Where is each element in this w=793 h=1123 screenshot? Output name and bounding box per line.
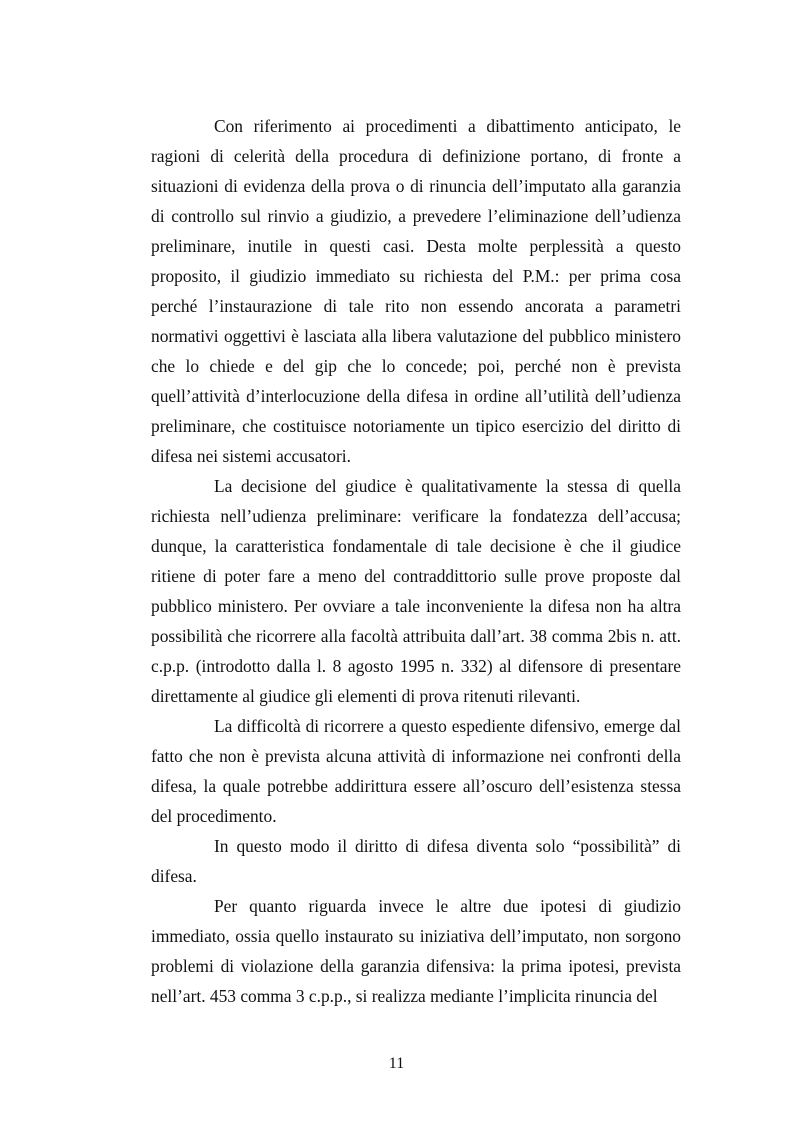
paragraph-5: Per quanto riguarda invece le altre due ipotesi di giudizio immediato, ossia quello instaurato su iniziativa dell’imputato, non sorgono problemi di violazione della garanzia difensiva: la prima ipotesi, prevista nell’art. 453 comma 3 c.p.p., si realizza mediante l’implicita rinuncia del xyxy=(151,896,681,1006)
paragraph-1: Con riferimento ai procedimenti a dibattimento anticipato, le ragioni di celerità della procedura di definizione portano, di fronte a situazioni di evidenza della prova o di rinuncia dell’imputato alla garanzia di controllo sul rinvio a giudizio, a prevedere l’eliminazione dell’udienza preliminare, inutile in questi casi. Desta molte perplessità a questo proposito, il giudizio immediato su richiesta del P.M.: per prima cosa perché l’instaurazione di tale rito non essendo ancorata a parametri normativi oggettivi è lasciata alla libera valutazione del pubblico ministero che lo chiede e del gip che lo concede; poi, perché non è prevista quell’attività d’interlocuzione della difesa in ordine all’utilità dell’udienza preliminare, che costituisce notoriamente un tipico esercizio del diritto di difesa nei sistemi accusatori. xyxy=(151,116,681,466)
paragraph-3: La difficoltà di ricorrere a questo espediente difensivo, emerge dal fatto che non è prevista alcuna attività di informazione nei confronti della difesa, la quale potrebbe addirittura essere all’oscuro dell’esistenza stessa del procedimento. xyxy=(151,716,681,826)
page-number: 11 xyxy=(388,1055,405,1072)
page-body xyxy=(151,111,681,1011)
paragraph-2: La decisione del giudice è qualitativamente la stessa di quella richiesta nell’udienza preliminare: verificare la fondatezza dell’accusa; dunque, la caratteristica fondamentale di tale decisione è che il giudice ritiene di poter fare a meno del contraddittorio sulle prove proposte dal pubblico ministero. Per ovviare a tale inconveniente la difesa non ha altra possibilità che ricorrere alla facoltà attribuita dall’art. 38 comma 2bis n. att. c.p.p. (introdotto dalla l. 8 agosto 1995 n. 332) al difensore di presentare direttamente al giudice gli elementi di prova ritenuti rilevanti. xyxy=(151,476,681,706)
paragraph-4: In questo modo il diritto di difesa diventa solo “possibilità” di difesa. xyxy=(151,836,681,886)
